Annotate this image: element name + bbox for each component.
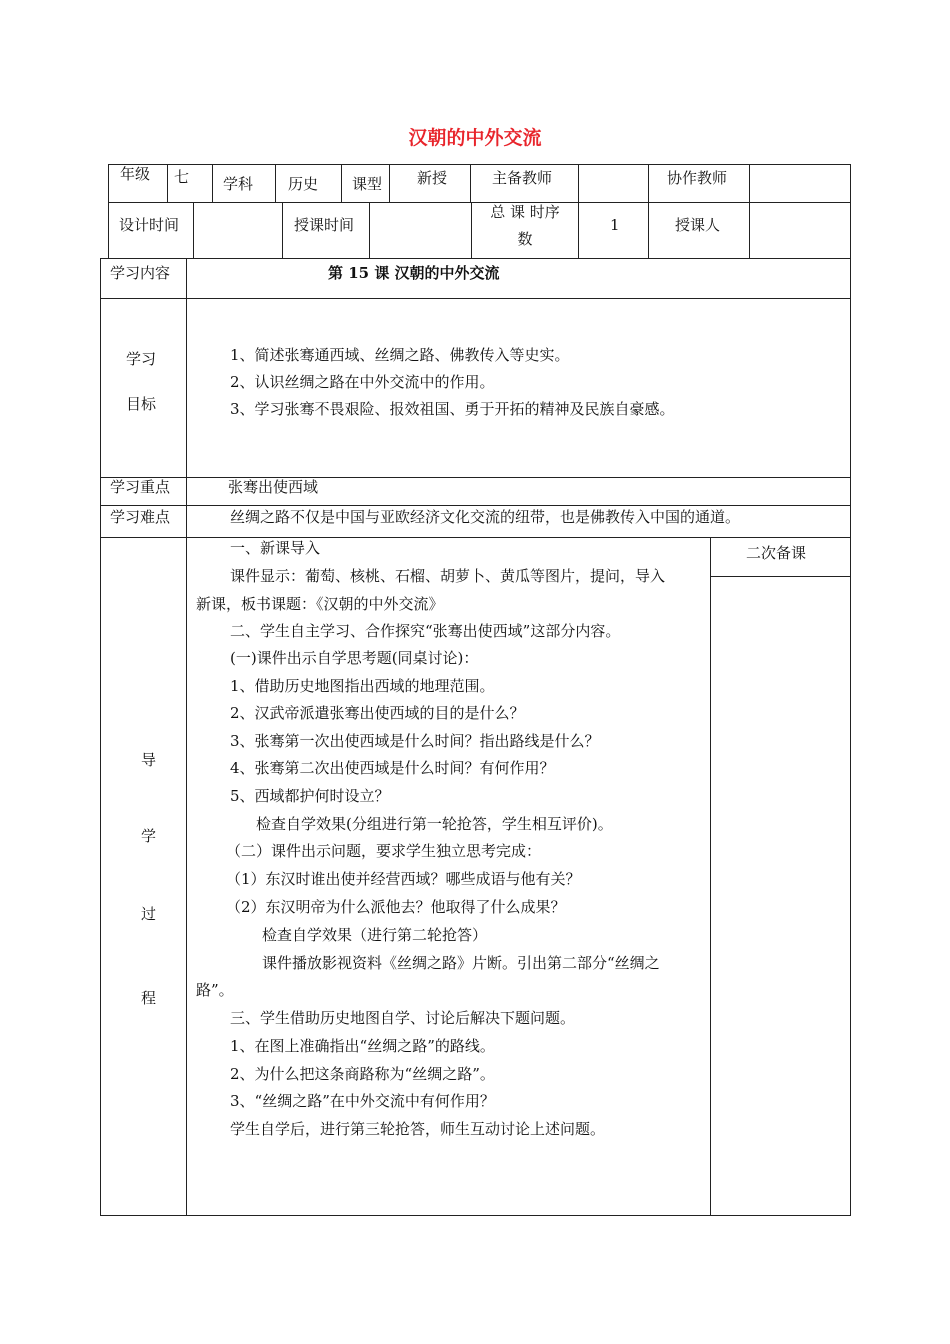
key-points-value: 张骞出使西域 bbox=[228, 478, 319, 496]
total-seq-label-2: 数 bbox=[517, 230, 533, 248]
process-line: (一)课件出示自学思考题(同桌讨论)： bbox=[230, 649, 479, 667]
process-line: 三、学生借助历史地图自学、讨论后解决下题问题。 bbox=[230, 1009, 576, 1027]
subject-label: 学科 bbox=[223, 175, 254, 193]
goal-item: 2、认识丝绸之路在中外交流中的作用。 bbox=[230, 373, 495, 391]
process-label-char: 学 bbox=[141, 827, 157, 845]
content-label: 学习内容 bbox=[110, 264, 171, 282]
process-label-char: 导 bbox=[141, 751, 157, 769]
goal-item: 3、学习张骞不畏艰险、报效祖国、勇于开拓的精神及民族自豪感。 bbox=[230, 400, 675, 418]
process-line: 5、西域都护何时设立？ bbox=[230, 787, 390, 805]
total-seq-value: 1 bbox=[610, 216, 620, 234]
lesson-type-value: 新授 bbox=[417, 169, 448, 187]
co-teacher-label: 协作教师 bbox=[667, 169, 728, 187]
teach-time-label: 授课时间 bbox=[294, 216, 355, 234]
process-line: 一、新课导入 bbox=[230, 539, 321, 557]
goals-label-1: 学习 bbox=[126, 350, 157, 368]
process-line: 检查自学效果（进行第二轮抢答） bbox=[262, 926, 488, 944]
process-line: 2、汉武帝派遣张骞出使西域的目的是什么？ bbox=[230, 704, 525, 722]
process-line: 4、张骞第二次出使西域是什么时间？有何作用？ bbox=[230, 759, 555, 777]
second-prep-label: 二次备课 bbox=[746, 544, 807, 562]
process-line: 检查自学效果(分组进行第一轮抢答，学生相互评价)。 bbox=[256, 815, 613, 833]
key-points-label: 学习重点 bbox=[110, 478, 171, 496]
process-line: 3、“丝绸之路”在中外交流中有何作用？ bbox=[230, 1092, 495, 1110]
grade-label: 年级 bbox=[120, 165, 151, 183]
lesson-type-label: 课型 bbox=[352, 175, 383, 193]
process-line: （1）东汉时谁出使并经营西域？哪些成语与他有关？ bbox=[226, 870, 581, 888]
process-line: （2）东汉明帝为什么派他去？他取得了什么成果？ bbox=[226, 898, 566, 916]
main-teacher-label: 主备教师 bbox=[492, 169, 553, 187]
process-line: 1、借助历史地图指出西域的地理范围。 bbox=[230, 677, 495, 695]
page-title: 汉朝的中外交流 bbox=[408, 127, 542, 149]
process-line: 新课，板书课题：《汉朝的中外交流》 bbox=[196, 595, 444, 613]
process-line: 二、学生自主学习、合作探究“张骞出使西域”这部分内容。 bbox=[230, 622, 621, 640]
process-line: 1、在图上准确指出“丝绸之路”的路线。 bbox=[230, 1037, 495, 1055]
grade-value: 七 bbox=[174, 168, 190, 186]
subject-value: 历史 bbox=[288, 175, 319, 193]
content-value: 第 15 课 汉朝的中外交流 bbox=[328, 264, 500, 282]
process-line: 课件显示：葡萄、核桃、石榴、胡萝卜、黄瓜等图片，提问，导入 bbox=[230, 567, 666, 585]
process-line: 2、为什么把这条商路称为“丝绸之路”。 bbox=[230, 1065, 495, 1083]
design-time-label: 设计时间 bbox=[119, 216, 180, 234]
process-label-char: 程 bbox=[141, 989, 157, 1007]
goal-item: 1、简述张骞通西域、丝绸之路、佛教传入等史实。 bbox=[230, 346, 570, 364]
process-line: （二）课件出示问题，要求学生独立思考完成： bbox=[226, 842, 542, 860]
difficulty-value: 丝绸之路不仅是中国与亚欧经济文化交流的纽带，也是佛教传入中国的通道。 bbox=[230, 508, 741, 526]
goals-label-2: 目标 bbox=[126, 395, 157, 413]
process-label-char: 过 bbox=[141, 905, 157, 923]
difficulty-label: 学习难点 bbox=[110, 508, 171, 526]
process-line: 课件播放影视资料《丝绸之路》片断。引出第二部分“丝绸之 bbox=[262, 954, 660, 972]
teacher-label: 授课人 bbox=[675, 216, 721, 234]
process-line: 路”。 bbox=[196, 981, 234, 999]
process-line: 3、张骞第一次出使西域是什么时间？指出路线是什么？ bbox=[230, 732, 600, 750]
total-seq-label: 总 课 时序 bbox=[490, 203, 560, 221]
process-line: 学生自学后，进行第三轮抢答，师生互动讨论上述问题。 bbox=[230, 1120, 606, 1138]
